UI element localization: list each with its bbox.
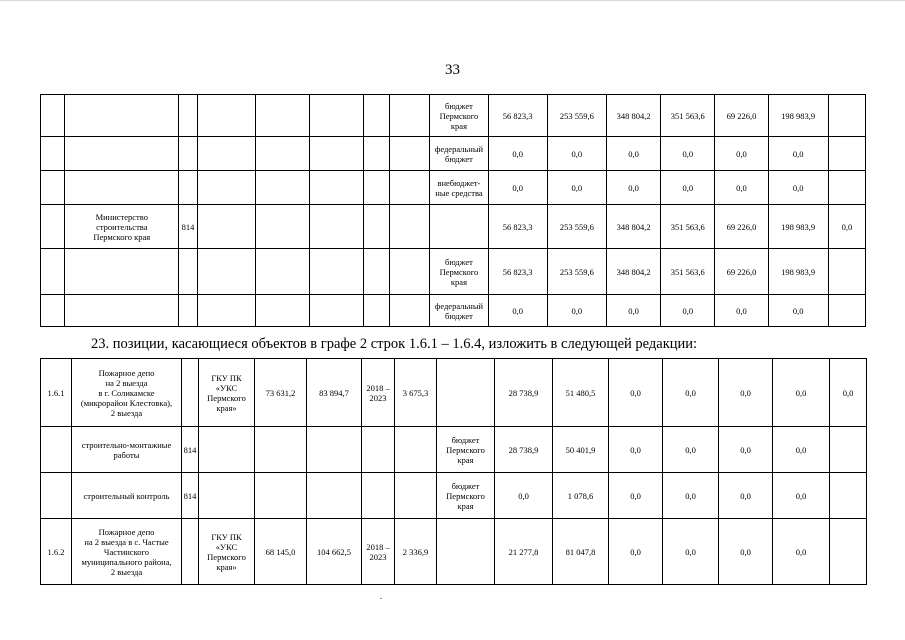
code-cell: 814 — [182, 473, 199, 519]
value-cell: 253 559,6 — [547, 95, 606, 137]
object-name-cell — [65, 137, 179, 171]
value-cell: 198 983,9 — [768, 205, 828, 249]
executor-cell — [199, 473, 255, 519]
funding-source-cell — [430, 205, 488, 249]
value-cell: 0,0 — [663, 359, 719, 427]
row-number-cell — [41, 473, 72, 519]
value-cell: 0,0 — [609, 359, 663, 427]
table-row — [41, 137, 866, 171]
value-cell: 21 277,8 — [495, 519, 553, 585]
value-cell: 0,0 — [719, 519, 773, 585]
value-cell — [830, 519, 867, 585]
row-number-cell — [41, 427, 72, 473]
funding-source-cell: бюджет Пермского края — [437, 427, 495, 473]
object-name-cell — [65, 171, 179, 205]
code-cell — [179, 95, 197, 137]
value-cell: 0,0 — [488, 171, 547, 205]
value-cell — [395, 427, 437, 473]
page-number: 33 — [445, 62, 460, 78]
cost-cell: 73 631,2 — [255, 359, 307, 427]
value-cell: 56 823,3 — [488, 95, 547, 137]
object-name-cell: Министерство строительства Пермского края — [65, 205, 179, 249]
cost-cell: 83 894,7 — [307, 359, 362, 427]
executor-cell: ГКУ ПК «УКС Пермского края» — [199, 519, 255, 585]
row-number-cell: 1.6.1 — [41, 359, 72, 427]
value-cell — [828, 249, 865, 295]
table-row — [41, 95, 866, 137]
code-cell — [182, 519, 199, 585]
object-name-cell: строительно-монтажные работы — [72, 427, 182, 473]
value-cell — [830, 473, 867, 519]
code-cell: 814 — [182, 427, 199, 473]
table-row — [41, 249, 866, 295]
value-cell: 0,0 — [661, 171, 715, 205]
executor-cell — [199, 427, 255, 473]
value-cell: 2 336,9 — [395, 519, 437, 585]
object-name-cell — [65, 249, 179, 295]
value-cell: 0,0 — [715, 137, 768, 171]
value-cell: 253 559,6 — [547, 205, 606, 249]
value-cell: 0,0 — [609, 519, 663, 585]
funding-source-cell: бюджет Пермского края — [430, 95, 488, 137]
value-cell: 253 559,6 — [547, 249, 606, 295]
value-cell: 0,0 — [661, 295, 715, 327]
value-cell: 0,0 — [768, 137, 828, 171]
object-name-cell — [65, 95, 179, 137]
cost-cell — [307, 473, 362, 519]
value-cell: 69 226,0 — [715, 205, 768, 249]
value-cell: 0,0 — [547, 171, 606, 205]
value-cell: 0,0 — [606, 295, 660, 327]
funding-source-cell — [437, 359, 495, 427]
value-cell: 0,0 — [773, 519, 830, 585]
cost-cell — [307, 427, 362, 473]
funding-source-cell: внебюджет- ные средства — [430, 171, 488, 205]
table-row — [41, 171, 866, 205]
value-cell: 351 563,6 — [661, 95, 715, 137]
budget-table-bottom — [40, 358, 867, 585]
value-cell: 0,0 — [661, 137, 715, 171]
funding-source-cell — [437, 519, 495, 585]
value-cell: 56 823,3 — [488, 205, 547, 249]
object-name-cell: Пожарное депо на 2 выезда в с. Частые Частинского муниципального района, 2 выезда — [72, 519, 182, 585]
top-edge-line — [0, 0, 905, 1]
value-cell: 0,0 — [495, 473, 553, 519]
value-cell: 0,0 — [606, 171, 660, 205]
value-cell: 69 226,0 — [715, 249, 768, 295]
value-cell: 0,0 — [488, 137, 547, 171]
value-cell: 0,0 — [830, 359, 867, 427]
value-cell: 0,0 — [828, 205, 865, 249]
value-cell: 351 563,6 — [661, 249, 715, 295]
value-cell: 0,0 — [663, 427, 719, 473]
value-cell: 1 078,6 — [553, 473, 609, 519]
object-name-cell — [65, 295, 179, 327]
value-cell — [828, 171, 865, 205]
value-cell: 0,0 — [768, 171, 828, 205]
value-cell: 0,0 — [663, 473, 719, 519]
value-cell — [828, 295, 865, 327]
funding-source-cell: бюджет Пермского края — [430, 249, 488, 295]
table-row — [41, 473, 867, 519]
value-cell: 0,0 — [773, 473, 830, 519]
cost-cell — [255, 473, 307, 519]
value-cell: 0,0 — [719, 473, 773, 519]
value-cell: 50 401,9 — [553, 427, 609, 473]
value-cell: 348 804,2 — [606, 205, 660, 249]
value-cell: 28 738,9 — [495, 427, 553, 473]
years-cell — [362, 473, 395, 519]
cost-cell — [255, 427, 307, 473]
code-cell — [182, 359, 199, 427]
value-cell: 0,0 — [609, 473, 663, 519]
budget-table-top — [40, 94, 866, 327]
paragraph-text: 23. позиции, касающиеся объектов в графе 2 строк 1.6.1 – 1.6.4, изложить в следующей редакции: — [91, 336, 698, 352]
value-cell: 81 047,8 — [553, 519, 609, 585]
funding-source-cell: бюджет Пермского края — [437, 473, 495, 519]
funding-source-cell: федеральный бюджет — [430, 137, 488, 171]
code-cell — [179, 137, 197, 171]
years-cell — [362, 427, 395, 473]
value-cell: 0,0 — [547, 137, 606, 171]
scan-speck — [380, 598, 382, 599]
value-cell: 0,0 — [768, 295, 828, 327]
value-cell: 56 823,3 — [488, 249, 547, 295]
value-cell: 0,0 — [663, 519, 719, 585]
value-cell: 0,0 — [715, 295, 768, 327]
executor-cell: ГКУ ПК «УКС Пермского края» — [199, 359, 255, 427]
years-cell: 2018 – 2023 — [362, 519, 395, 585]
value-cell: 0,0 — [773, 427, 830, 473]
value-cell: 51 480,5 — [553, 359, 609, 427]
value-cell: 348 804,2 — [606, 95, 660, 137]
table-row — [41, 295, 866, 327]
value-cell: 0,0 — [715, 171, 768, 205]
value-cell: 0,0 — [719, 359, 773, 427]
value-cell: 0,0 — [606, 137, 660, 171]
value-cell: 28 738,9 — [495, 359, 553, 427]
code-cell — [179, 249, 197, 295]
table-row — [41, 519, 867, 585]
value-cell: 351 563,6 — [661, 205, 715, 249]
value-cell — [828, 137, 865, 171]
value-cell: 0,0 — [773, 359, 830, 427]
value-cell: 3 675,3 — [395, 359, 437, 427]
table-row — [41, 427, 867, 473]
value-cell: 0,0 — [609, 427, 663, 473]
years-cell: 2018 – 2023 — [362, 359, 395, 427]
code-cell — [179, 171, 197, 205]
value-cell: 0,0 — [547, 295, 606, 327]
table-row — [41, 359, 867, 427]
code-cell: 814 — [179, 205, 197, 249]
value-cell: 0,0 — [719, 427, 773, 473]
value-cell — [830, 427, 867, 473]
object-name-cell: Пожарное депо на 2 выезда в г. Соликамске (микрорайон Клестовка), 2 выезда — [72, 359, 182, 427]
row-number-cell: 1.6.2 — [41, 519, 72, 585]
value-cell — [828, 95, 865, 137]
value-cell: 0,0 — [488, 295, 547, 327]
value-cell: 348 804,2 — [606, 249, 660, 295]
value-cell: 198 983,9 — [768, 95, 828, 137]
value-cell: 69 226,0 — [715, 95, 768, 137]
code-cell — [179, 295, 197, 327]
cost-cell: 104 662,5 — [307, 519, 362, 585]
value-cell — [395, 473, 437, 519]
funding-source-cell: федеральный бюджет — [430, 295, 488, 327]
object-name-cell: строительный контроль — [72, 473, 182, 519]
cost-cell: 68 145,0 — [255, 519, 307, 585]
value-cell: 198 983,9 — [768, 249, 828, 295]
table-row — [41, 205, 866, 249]
